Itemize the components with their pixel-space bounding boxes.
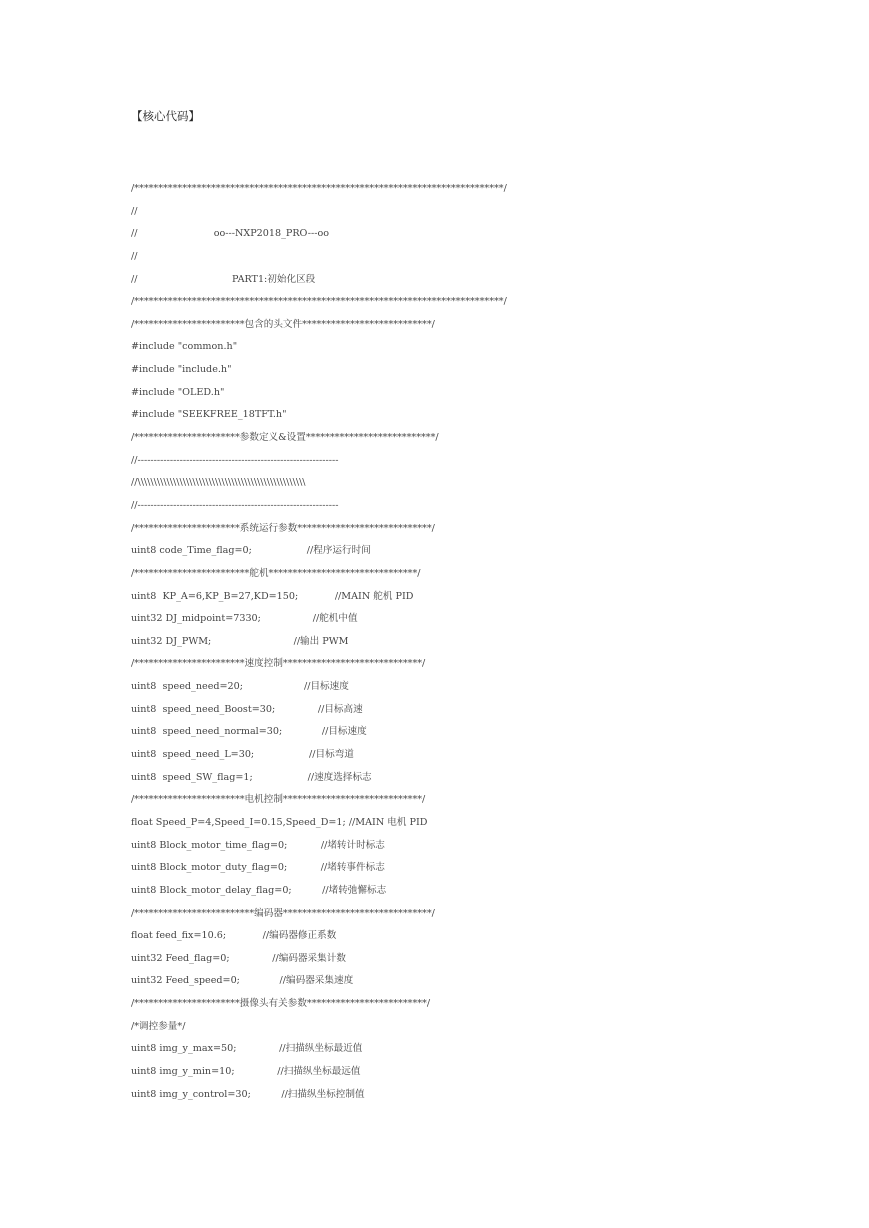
code-line: /**********************系统运行参数****************************/ <box>131 522 435 534</box>
code-line: /*************************编码器*******************************/ <box>131 907 435 919</box>
code-line: #include "OLED.h" <box>131 386 225 398</box>
code-block <box>131 178 831 1106</box>
code-line: uint8 img_y_min=10; //扫描纵坐标最远值 <box>131 1065 361 1077</box>
code-line: uint32 Feed_speed=0; //编码器采集速度 <box>131 975 354 987</box>
code-line: uint8 speed_need=20; //目标速度 <box>131 681 349 693</box>
code-line: #include "common.h" <box>131 341 238 353</box>
code-line: #include "SEEKFREE_18TFT.h" <box>131 409 287 421</box>
code-line: // <box>131 205 138 217</box>
code-line: /**********************参数定义&设置***************************/ <box>131 432 439 444</box>
code-line: // oo---NXP2018_PRO---oo <box>131 228 330 240</box>
code-line: uint8 Block_motor_time_flag=0; //堵转计时标志 <box>131 839 385 851</box>
code-line: /*调控参量*/ <box>131 1020 186 1032</box>
code-line: uint32 DJ_midpoint=7330; //舵机中值 <box>131 613 358 625</box>
code-line: uint8 img_y_control=30; //扫描纵坐标控制值 <box>131 1088 365 1100</box>
code-line: /************************舵机*******************************/ <box>131 567 421 579</box>
code-line: /***********************速度控制*****************************/ <box>131 658 426 670</box>
code-line: float Speed_P=4,Speed_I=0.15,Speed_D=1; //MAIN 电机 PID <box>131 816 428 828</box>
code-line: //-------------------------------------------------------------- <box>131 454 339 466</box>
code-line: //\\\\\\\\\\\\\\\\\\\\\\\\\\\\\\\\\\\\\\\\\\\\\\\\\\\\ <box>131 477 306 489</box>
code-line: uint8 speed_need_Boost=30; //目标高速 <box>131 703 363 715</box>
code-line: uint8 speed_need_normal=30; //目标速度 <box>131 726 367 738</box>
code-line: uint32 DJ_PWM; //输出 PWM <box>131 635 349 647</box>
section-heading: 【核心代码】 <box>131 109 200 123</box>
code-line: uint8 Block_motor_delay_flag=0; //堵转弛懈标志 <box>131 884 387 896</box>
code-line: uint32 Feed_flag=0; //编码器采集计数 <box>131 952 346 964</box>
code-line: #include "include.h" <box>131 364 232 376</box>
code-line: /**********************摄像头有关参数*************************/ <box>131 998 431 1010</box>
code-line: uint8 KP_A=6,KP_B=27,KD=150; //MAIN 舵机 PID <box>131 590 414 602</box>
code-line: /***********************电机控制*****************************/ <box>131 794 426 806</box>
code-line: uint8 Block_motor_duty_flag=0; //堵转事件标志 <box>131 862 385 874</box>
code-line: /*****************************************************************************/ <box>131 296 507 308</box>
code-line: /***********************包含的头文件***************************/ <box>131 318 435 330</box>
code-line: //-------------------------------------------------------------- <box>131 499 339 511</box>
code-line: // PART1:初始化区段 <box>131 273 316 285</box>
code-line: uint8 code_Time_flag=0; //程序运行时间 <box>131 545 371 557</box>
code-line: uint8 speed_need_L=30; //目标弯道 <box>131 749 354 761</box>
code-line: uint8 speed_SW_flag=1; //速度选择标志 <box>131 771 372 783</box>
code-line: // <box>131 250 138 262</box>
code-line: float feed_fix=10.6; //编码器修正系数 <box>131 930 337 942</box>
code-line: uint8 img_y_max=50; //扫描纵坐标最近值 <box>131 1043 363 1055</box>
code-line: /*****************************************************************************/ <box>131 183 507 194</box>
